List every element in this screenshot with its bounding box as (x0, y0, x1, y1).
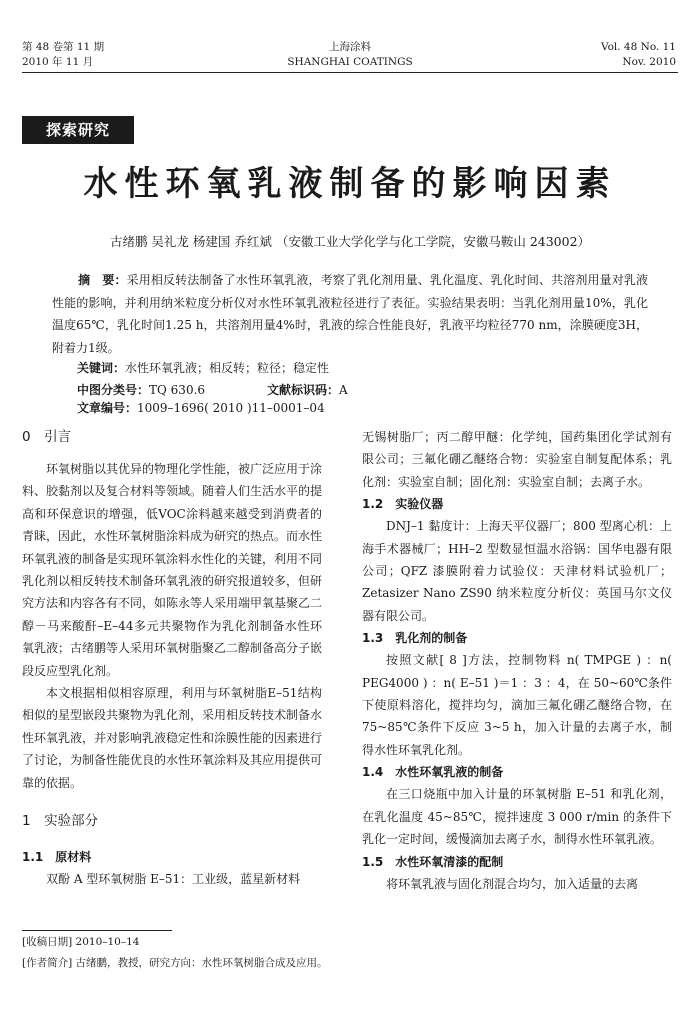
article-title: 水性环氧乳液制备的影响因素 (83, 164, 617, 204)
paragraph: 双酚 A 型环氧树脂 E–51：工业级，蓝星新材料 (46, 872, 301, 887)
article-number-label: 文章编号： (77, 401, 138, 415)
issue-date-en: Nov. 2010 (622, 56, 676, 68)
classification-row (77, 381, 637, 417)
author-affiliation: 古绪鹏 吴礼龙 杨建国 乔红斌 （安徽工业大学化学与化工学院，安徽马鞍山 243002） (109, 234, 591, 249)
paragraph: 环氧树脂以其优异的物理化学性能，被广泛应用于涂料、胶黏剂以及复合材料等领域。随着人们生活水平的提高和环保意识的增强，低VOC涂料越来越受到消费者的青睐，因此，水性环氧树脂涂料成为研究的热点。而水性环氧乳液的制备是实现环氧涂料水性化的关键，利用不同乳化剂以相反转技术制备环氧乳液的研究报道较多，但研究方法和内容各有不同，如陈永等人采用端甲氧基聚乙二醇－马来酸酐–E–44多元共聚物作为乳化剂制备水性环氧乳液；古绪鹏等人采用环氧树脂聚乙二醇制备高分子嵌段反应型乳化剂。 (22, 462, 323, 678)
paragraph: 在三口烧瓶中加入计量的环氧树脂 E–51 和乳化剂，在乳化温度 45~85℃，搅拌速度 3 000 r/min 的条件下乳化一定时间，缓慢滴加去离子水，制得水性环氧乳液。 (362, 787, 672, 847)
paragraph: 无锡树脂厂；丙二醇甲醚：化学纯，国药集团化学试剂有限公司；三氟化硼乙醚络合物：实验室自制复配体系；乳化剂：实验室自制；固化剂：实验室自制；去离子水。 (362, 430, 672, 489)
section-0-heading: 0 引言 (22, 429, 72, 445)
abstract-label: 摘 要： (78, 273, 127, 287)
clc-value: TQ 630.6 (149, 383, 206, 397)
keywords (77, 359, 329, 377)
volume-issue: 第 48 卷第 11 期 (22, 41, 105, 53)
doc-code-value: A (339, 383, 348, 397)
paragraph: DNJ–1 黏度计：上海天平仪器厂；800 型离心机：上海手术器械厂；HH–2 型数显恒温水浴锅：国华电器有限公司；QFZ 漆膜附着力试验仪：天津材料试验机厂；Zetasizer Nano ZS90 纳米粒度分析仪：英国马尔文仪器有限公司。 (362, 519, 672, 623)
abstract (52, 269, 648, 359)
journal-name-en: SHANGHAI COATINGS (287, 56, 413, 68)
section-1-4-heading: 1.4 水性环氧乳液的制备 (362, 765, 504, 780)
journal-volume-info-en (601, 40, 676, 70)
section-1-3-heading: 1.3 乳化剂的制备 (362, 631, 468, 646)
paragraph: 按照文献[ 8 ]方法，控制物料 n( TMPGE ) ：n( PEG4000 ) ：n( E–51 )＝1 ：3 ：4，在 50~60℃条件下使原料溶化，搅拌均匀，滴加三氟化硼乙醚络合物，在 75~85℃条件下反应 3~5 h，加入计量的去离子水，制得水性环氧乳化剂。 (362, 653, 672, 757)
left-column (22, 426, 322, 891)
footnote-rule (22, 930, 172, 931)
journal-name-cn: 上海涂料 (329, 41, 371, 53)
doc-code-label: 文献标识码： (267, 383, 340, 397)
section-tag: 探索研究 (22, 116, 134, 144)
section-1-5-heading: 1.5 水性环氧清漆的配制 (362, 854, 504, 869)
issue-date: 2010 年 11 月 (22, 56, 94, 68)
received-date: [收稿日期] 2010–10–14 (22, 936, 140, 948)
author-bio: [作者简介] 古绪鹏，教授，研究方向：水性环氧树脂合成及应用。 (22, 957, 328, 969)
article-number-value: 1009–1696( 2010 )11–0001–04 (137, 401, 325, 415)
paragraph: 本文根据相似相容原理，利用与环氧树脂E–51结构相似的星型嵌段共聚物为乳化剂，采用相反转技术制备水性环氧乳液，并对影响乳液稳定性和涂膜性能的因素进行了讨论，为制备性能优良的水性环氧涂料及其应用提供可靠的依据。 (22, 686, 323, 790)
header-rule (22, 72, 678, 73)
section-1-1-heading: 1.1 原材料 (22, 850, 92, 865)
keywords-text: 水性环氧乳液；相反转；粒径；稳定性 (125, 361, 330, 375)
journal-name (0, 40, 700, 70)
volume-issue-en: Vol. 48 No. 11 (600, 41, 676, 53)
clc-label: 中图分类号： (77, 383, 150, 397)
section-1-2-heading: 1.2 实验仪器 (362, 497, 444, 512)
right-column (362, 426, 672, 895)
paragraph: 将环氧乳液与固化剂混合均匀，加入适量的去离 (386, 876, 639, 891)
section-1-heading: 1 实验部分 (22, 813, 99, 830)
abstract-text: 采用相反转法制备了水性环氧乳液，考察了乳化剂用量、乳化温度、乳化时间、共溶剂用量对乳液性能的影响，并利用纳米粒度分析仪对水性环氧乳液粒径进行了表征。实验结果表明：当乳化剂用量10%，乳化温度65℃，乳化时间1.25 h，共溶剂用量4%时，乳液的综合性能良好，乳液平均粒径770 nm，涂膜硬度3H，附着力1级。 (52, 273, 648, 355)
keywords-label: 关键词： (77, 361, 126, 375)
